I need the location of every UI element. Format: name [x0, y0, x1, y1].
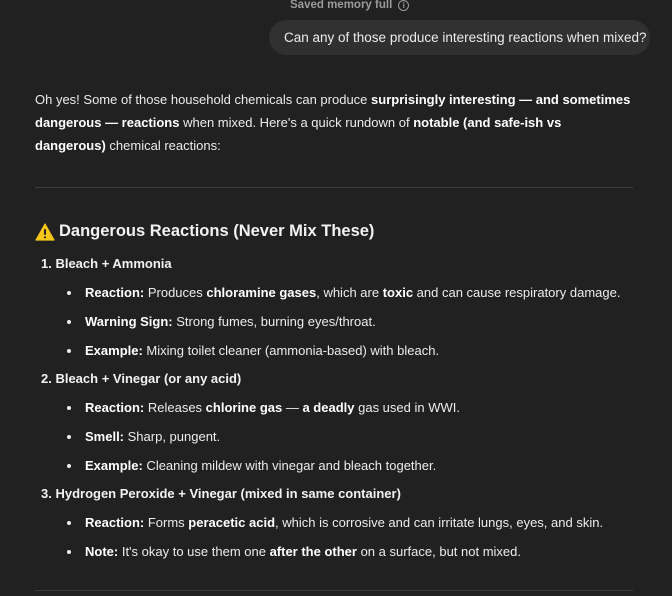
user-message-text: Can any of those produce interesting reactions when mixed? [284, 30, 647, 45]
bullet-bold-text: Reaction: [85, 285, 145, 300]
bullet-dot [67, 320, 71, 324]
bullet-dot [67, 406, 71, 410]
bullet-text: Sharp, pungent. [124, 429, 221, 444]
list-bullet [67, 515, 603, 530]
bullet-text: Produces [144, 285, 207, 300]
intro-bold-1: surprisingly interesting — and sometimes dangerous — reactions [35, 92, 631, 130]
bullet-dot [67, 291, 71, 295]
intro-text-2: when mixed. Here's a quick rundown of [179, 115, 414, 130]
bullet-bold-text: toxic [382, 285, 414, 300]
bullet-bold-text: Note: [85, 544, 119, 559]
section-heading-text: Dangerous Reactions (Never Mix These) [59, 222, 375, 240]
bullet-bold-text: Warning Sign: [85, 314, 173, 329]
list-bullet [67, 343, 439, 358]
list-item-title: 1. Bleach + Ammonia [41, 256, 172, 271]
bullet-dot [67, 464, 71, 468]
bullet-text: Releases [144, 400, 206, 415]
bullet-dot [67, 550, 71, 554]
bullet-text: , which are [316, 285, 383, 300]
bullet-text: Strong fumes, burning eyes/throat. [172, 314, 376, 329]
intro-text-1: Oh yes! Some of those household chemicals can produce [35, 92, 372, 107]
section-divider [35, 187, 633, 188]
info-icon[interactable]: i [398, 0, 409, 11]
bullet-dot [67, 521, 71, 525]
list-bullet [67, 314, 376, 329]
bullet-text: on a surface, but not mixed. [356, 544, 522, 559]
intro-text-3: chemical reactions: [105, 138, 221, 153]
bullet-text: gas used in WWI. [354, 400, 460, 415]
section-heading [35, 222, 374, 241]
list-bullet [67, 458, 436, 473]
list-bullet [67, 285, 620, 300]
bullet-text: Mixing toilet cleaner (ammonia-based) with bleach. [142, 343, 440, 358]
intro-bold-2: notable (and safe-ish vs dangerous) [35, 115, 562, 153]
bullet-text: Forms [144, 515, 189, 530]
assistant-intro-paragraph [35, 88, 635, 157]
bullet-bold-text: Reaction: [85, 400, 145, 415]
bullet-text: , which is corrosive and can irritate lungs, eyes, and skin. [275, 515, 604, 530]
bullet-bold-text: chlorine gas [205, 400, 283, 415]
bullet-bold-text: Smell: [85, 429, 125, 444]
bullet-bold-text: Example: [85, 458, 143, 473]
bullet-bold-text: chloramine gases [206, 285, 317, 300]
user-message-bubble [269, 20, 650, 55]
bullet-bold-text: after the other [269, 544, 357, 559]
list-bullet [67, 400, 460, 415]
list-item-title: 3. Hydrogen Peroxide + Vinegar (mixed in same container) [41, 486, 401, 501]
bottom-divider [35, 590, 633, 591]
bullet-text: — [282, 400, 303, 415]
bullet-text: and can cause respiratory damage. [413, 285, 621, 300]
bullet-text: Cleaning mildew with vinegar and bleach together. [142, 458, 437, 473]
bullet-bold-text: Reaction: [85, 515, 145, 530]
bullet-bold-text: a deadly [302, 400, 355, 415]
bullet-text: It's okay to use them one [118, 544, 270, 559]
bullet-bold-text: peracetic acid [188, 515, 276, 530]
warning-icon [35, 223, 55, 241]
list-bullet [67, 544, 521, 559]
bullet-dot [67, 435, 71, 439]
list-bullet [67, 429, 220, 444]
list-item-title: 2. Bleach + Vinegar (or any acid) [41, 371, 242, 386]
memory-status-label: Saved memory full [290, 0, 393, 11]
bullet-bold-text: Example: [85, 343, 143, 358]
bullet-dot [67, 349, 71, 353]
memory-status[interactable] [290, 0, 409, 11]
